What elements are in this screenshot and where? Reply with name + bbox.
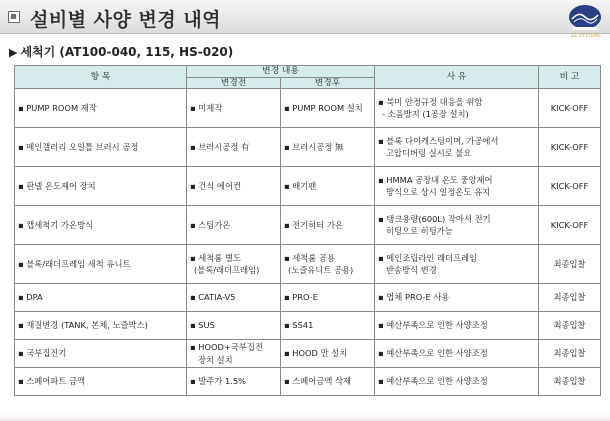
cell-before: ▪ 발주가 1.5% [187,368,281,396]
reason-line: ▪ 블록 다이캐스팅이며, 가공에서 [378,135,499,146]
cell-item: ▪ DPA [15,284,187,312]
table-row [15,368,601,396]
cell-before: ▪ 건식 에어컨 [187,167,281,206]
cell-after: ▪ PRO-E [281,284,375,312]
cell-after: ▪ PUMP ROOM 설치 [281,89,375,128]
cell-reason [375,340,539,368]
cell-before [187,340,281,368]
header-reason: 사 유 [375,66,539,89]
section-title [9,43,233,60]
after-line: (노즐유니트 공용) [288,265,354,275]
header-note: 비 고 [539,66,601,89]
header-before: 변경전 [187,78,281,89]
reason-line: 고압디버링 실시로 불요 [386,148,472,158]
footer-gradient [0,414,610,421]
cell-reason [375,312,539,340]
reason-line: ▪ HMMA 공장내 온도 중앙제어 [378,174,493,185]
cell-after: ▪ 전기히터 가온 [281,206,375,245]
cell-note: KICK-OFF [539,167,601,206]
reason-line: ▪ 법체 PRO-E 사용 [378,292,450,303]
header-after: 변경후 [281,78,375,89]
cell-before: ▪ 브러시공정 有 [187,128,281,167]
cell-item: ▪ PUMP ROOM 제작 [15,89,187,128]
reason-line: ▪ 예산부족으로 인한 사양조정 [378,348,488,359]
logo-text: GE SYSTEMS [570,33,602,38]
cell-note: KICK-OFF [539,206,601,245]
before-line: 장치 설치 [198,354,233,365]
cell-reason [375,89,539,128]
cell-reason [375,128,539,167]
cell-item: ▪ 스페어파트 금액 [15,368,187,396]
cell-note: 최종입찰 [539,284,601,312]
cell-item: ▪ 블록/래더프레임 세척 유니트 [15,245,187,284]
reason-line: ▪ 북미 안정규정 대응을 위함 [378,96,483,107]
table-row [15,167,601,206]
cell-note: KICK-OFF [539,89,601,128]
title-bullet-icon [8,11,20,23]
cell-reason [375,206,539,245]
title-bar [0,0,610,38]
cell-note: KICK-OFF [539,128,601,167]
reason-line: 히팅으로 히팅가능 [386,226,453,236]
cell-after: ▪ HOOD 만 설치 [281,340,375,368]
cell-note: 최종입찰 [539,245,601,284]
table-row [15,245,601,284]
reason-line: ▪ 메인조립라인 래더프레임 [378,252,478,263]
header-change: 변경 내용 [187,66,375,78]
page-title: 설비별 사양 변경 내역 [30,9,222,31]
before-line: ▪ 세척룸 별도 [190,252,241,263]
cell-after: ▪ SS41 [281,312,375,340]
cell-after: ▪ 배기팬 [281,167,375,206]
cell-note: 최종입찰 [539,340,601,368]
cell-item: ▪ 메인갤러리 오일틀 브러시 공정 [15,128,187,167]
cell-before: ▪ 미제작 [187,89,281,128]
reason-line: 방식으로 상시 일정온도 유지 [386,187,491,197]
cell-before: ▪ SUS [187,312,281,340]
after-line: ▪ 세척룸 공용 [284,252,335,263]
section-title-text: 세척기 (AT100-040, 115, HS-020) [20,45,234,59]
cell-before [187,245,281,284]
header-item: 항 목 [15,66,187,89]
cell-note: 최종입찰 [539,368,601,396]
cell-item: ▪ 국부집진기 [15,340,187,368]
play-triangle-icon: ▶ [9,46,18,59]
cell-reason [375,368,539,396]
before-line: (블록/래더프레임) [194,265,260,275]
cell-after: ▪ 브러시공정 無 [281,128,375,167]
before-line: ▪ HOOD+국부집진 [190,342,263,353]
cell-item: ▪ 재질변경 (TANK, 본체, 노즐박스) [15,312,187,340]
reason-line: 반송방식 변경 [386,265,437,275]
reason-line: ▪ 예산부족으로 인한 사양조정 [378,376,488,387]
cell-before: ▪ CATIA-V5 [187,284,281,312]
cell-item: ▪ 캡세척기 가온방식 [15,206,187,245]
table-row [15,89,601,128]
table-row [15,312,601,340]
reason-line: ▪ 탱크용량(600L) 작아서 전기 [378,213,491,224]
cell-item: ▪ 판넬 온도제어 장치 [15,167,187,206]
table-row [15,206,601,245]
reason-line: ▪ 예산부족으로 인한 사양조정 [378,320,488,331]
table-header-row [15,66,601,78]
table-row [15,284,601,312]
cell-after: ▪ 스페어금액 삭제 [281,368,375,396]
table-row [15,340,601,368]
cell-after [281,245,375,284]
cell-reason [375,245,539,284]
cell-reason [375,284,539,312]
table-row [15,128,601,167]
spec-change-table [14,65,601,396]
cell-before: ▪ 스팀가온 [187,206,281,245]
company-logo-icon [566,2,604,32]
cell-reason [375,167,539,206]
reason-line: - 소음방지 (1공장 설치) [382,109,469,119]
cell-note: 최종입찰 [539,312,601,340]
